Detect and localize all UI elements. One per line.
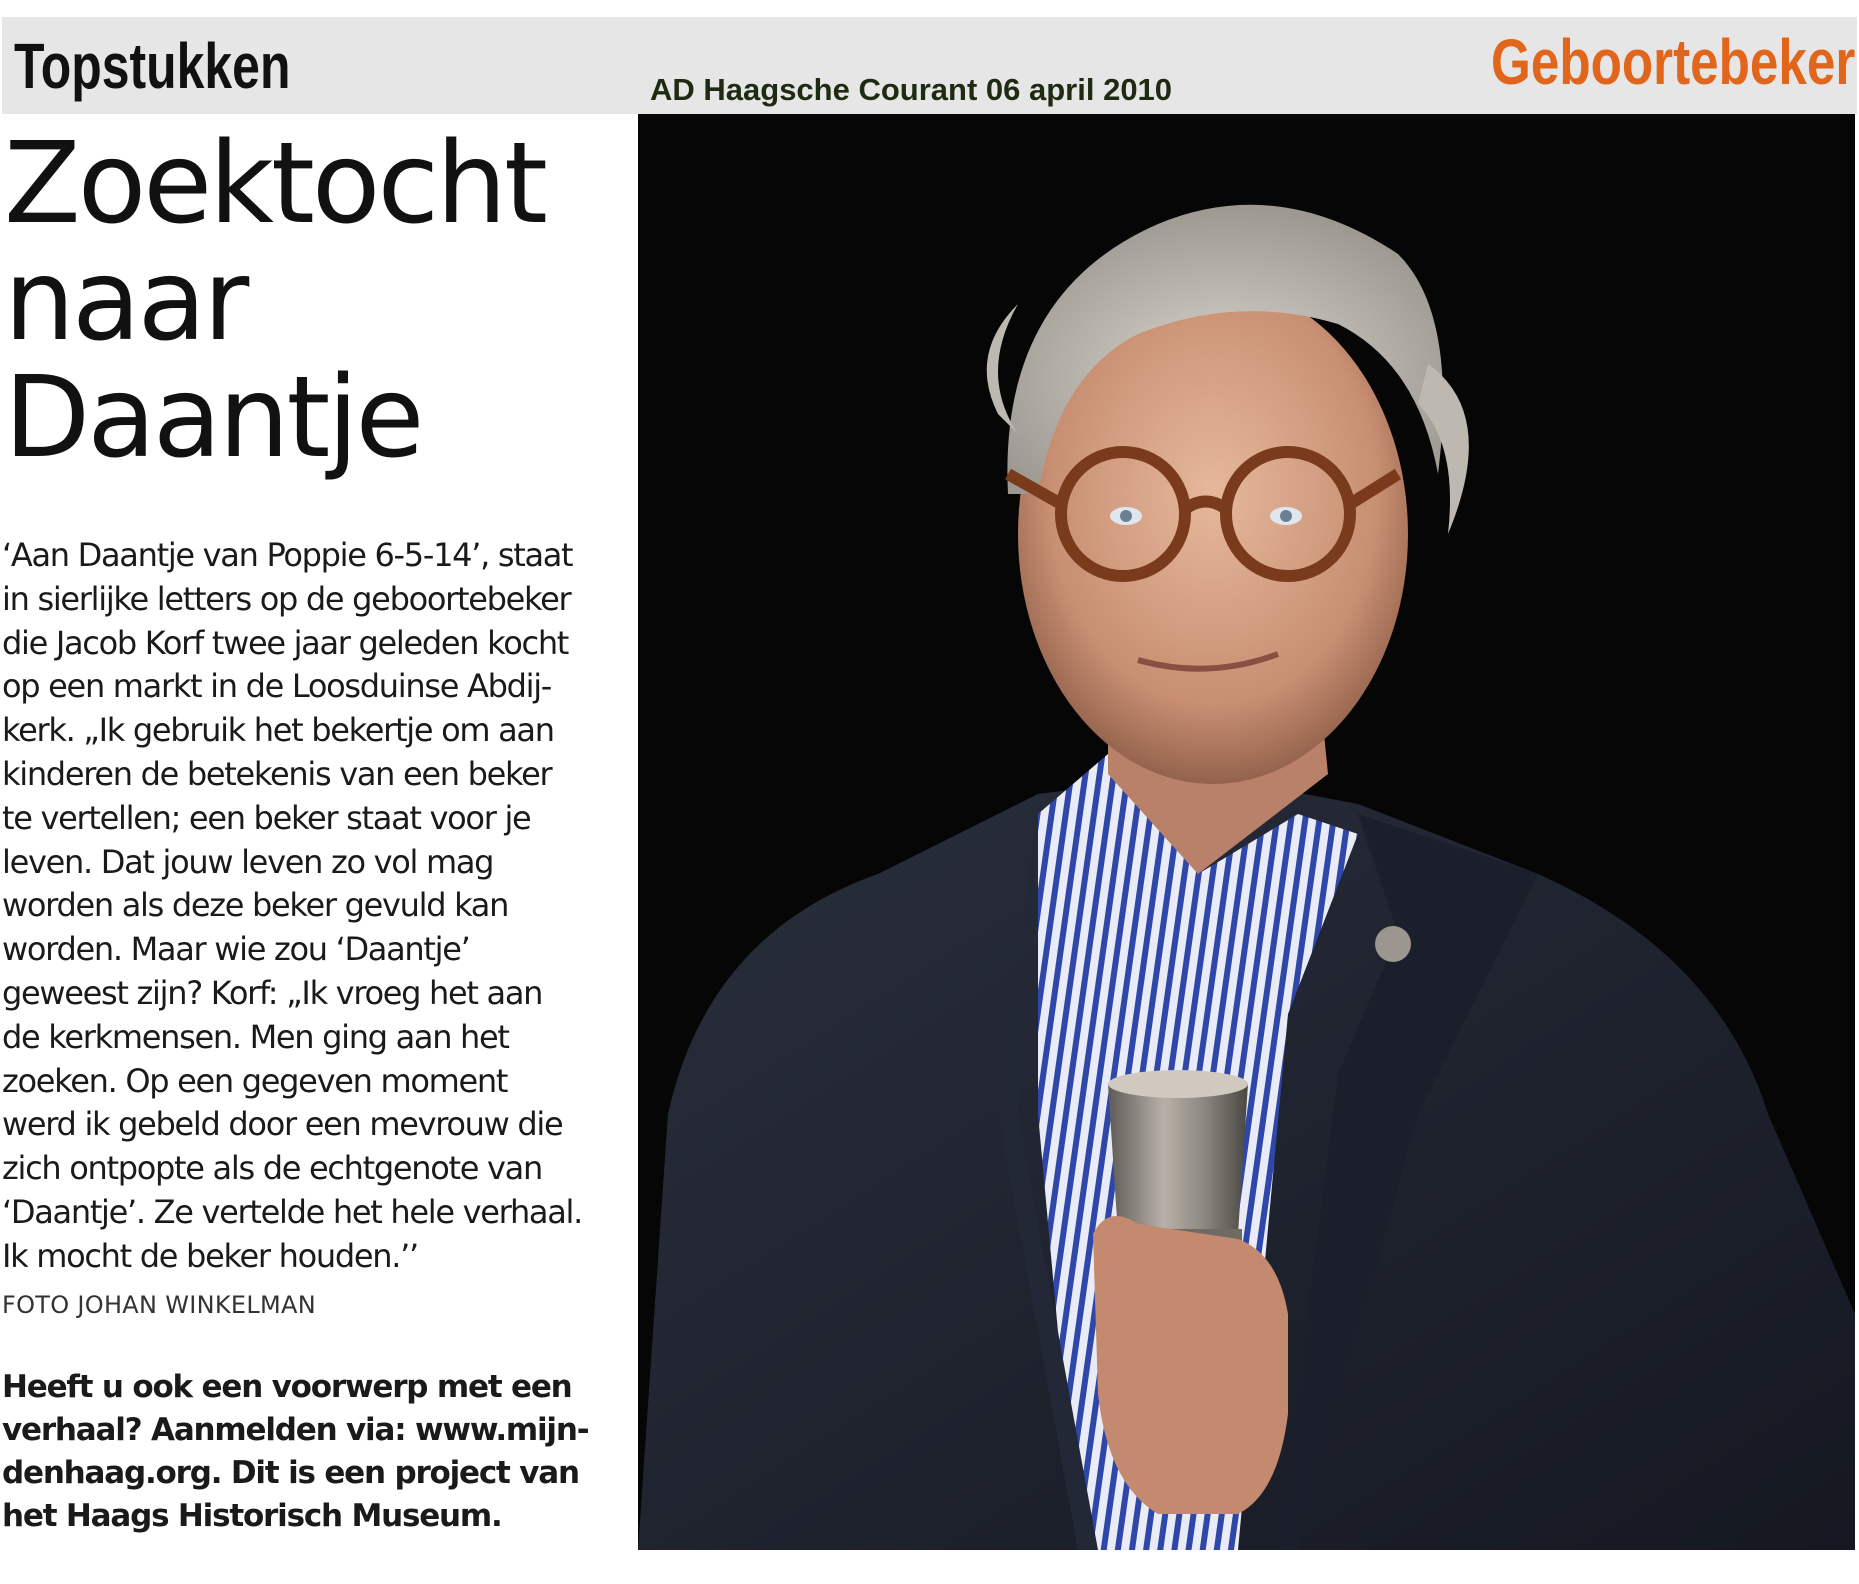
- body-line: leven. Dat jouw leven zo vol mag: [2, 842, 494, 881]
- body-line: ‘Daantje’. Ze vertelde het hele verhaal.: [2, 1192, 583, 1231]
- callout: [2, 1366, 602, 1538]
- body-line: worden. Maar wie zou ‘Daantje’: [2, 930, 470, 969]
- section-label: Topstukken: [14, 30, 291, 102]
- headline-line: Daantje: [4, 353, 422, 483]
- body-line: ‘Aan Daantje van Poppie 6-5-14’, staat: [2, 536, 573, 574]
- body-line: geweest zijn? Korf: „Ik vroeg het aan: [2, 973, 543, 1012]
- headline: [4, 119, 624, 483]
- body-line: kinderen de betekenis van een beker: [2, 754, 552, 793]
- body-line: worden als deze beker gevuld kan: [2, 886, 509, 925]
- headline-line: Zoektocht: [4, 119, 545, 249]
- body-line: de kerkmensen. Men ging aan het: [2, 1017, 509, 1056]
- topic-label: Geboortebeker: [1490, 26, 1855, 98]
- body-line: in sierlijke letters op de geboortebeker: [2, 579, 571, 618]
- body-line: kerk. „Ik gebruik het bekertje om aan: [2, 711, 554, 750]
- body-line: te vertellen; een beker staat voor je: [2, 798, 531, 837]
- silver-cup: [1108, 1070, 1248, 1241]
- body-line: werd ik gebeld door een mevrouw die: [2, 1105, 563, 1144]
- headline-line: naar: [4, 236, 247, 366]
- brooch: [1375, 926, 1411, 962]
- callout-line: verhaal? Aanmelden via: www.mijn-: [2, 1412, 589, 1448]
- callout-line: Heeft u ook een voorwerp met een: [2, 1369, 572, 1405]
- portrait-photo: [638, 114, 1855, 1550]
- portrait-illustration: [638, 114, 1855, 1550]
- callout-line: het Haags Historisch Museum.: [2, 1498, 502, 1534]
- body-line: die Jacob Korf twee jaar geleden kocht: [2, 623, 569, 662]
- body-line: zich ontpopte als de echtgenote van: [2, 1149, 542, 1188]
- photo-credit: FOTO JOHAN WINKELMAN: [2, 1291, 317, 1319]
- callout-line: denhaag.org. Dit is een project van: [2, 1455, 579, 1491]
- source-line: AD Haagsche Courant 06 april 2010: [650, 72, 1173, 107]
- body-line: op een markt in de Loosduinse Abdij-: [2, 667, 552, 706]
- body-line: zoeken. Op een gegeven moment: [2, 1061, 508, 1100]
- article-body: [2, 534, 602, 1279]
- body-line: Ik mocht de beker houden.’’: [2, 1236, 418, 1275]
- hand-shape: [1093, 1216, 1288, 1514]
